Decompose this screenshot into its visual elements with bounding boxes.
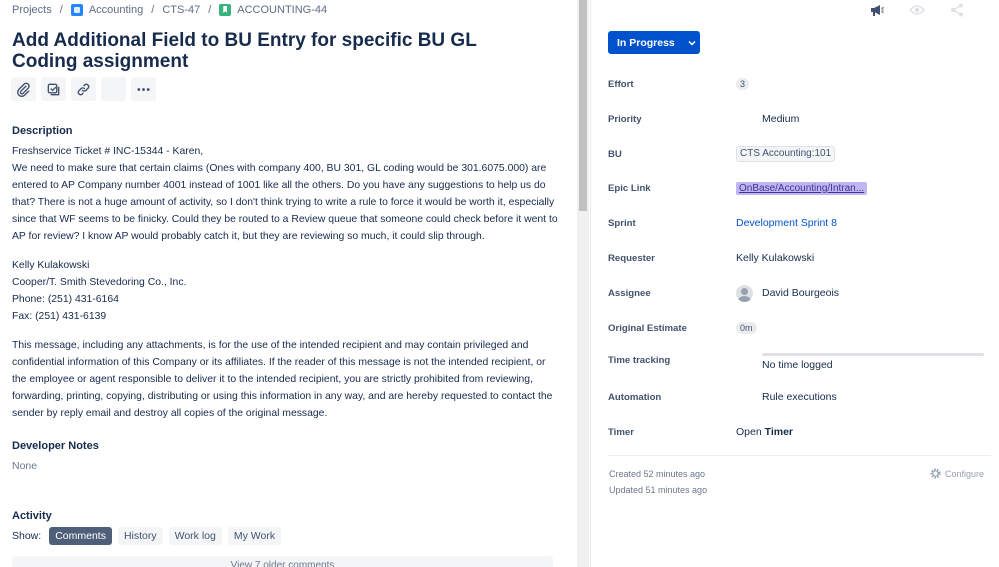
timer-prefix: Open (736, 426, 762, 438)
open-timer-link[interactable] (736, 426, 793, 438)
breadcrumb (12, 3, 327, 17)
signature-name: Kelly Kulakowski (12, 260, 90, 271)
field-value[interactable] (736, 146, 835, 162)
field-epic-link (608, 178, 988, 198)
breadcrumb-projects[interactable]: Projects (12, 4, 52, 16)
more-icon (136, 82, 151, 97)
field-label: BU (608, 148, 622, 160)
signature (12, 257, 562, 325)
field-value[interactable] (736, 78, 749, 90)
field-label: Original Estimate (608, 322, 687, 334)
feedback-megaphone-icon[interactable] (869, 2, 885, 18)
app-button[interactable] (101, 77, 126, 101)
field-assignee (608, 283, 988, 303)
created-timestamp: Created 52 minutes ago (609, 469, 706, 479)
configure-button[interactable] (929, 467, 984, 480)
signature-phone: Phone: (251) 431-6164 (12, 294, 119, 305)
configure-label: Configure (945, 468, 985, 479)
field-value (736, 182, 867, 195)
paperclip-icon (16, 82, 31, 97)
show-label: Show: (12, 530, 42, 542)
field-label: Effort (608, 78, 634, 90)
assignee-name: David Bourgeois (762, 287, 840, 299)
automation-rule-executions[interactable]: Rule executions (762, 391, 837, 403)
field-requester (608, 248, 988, 268)
issue-header-actions (869, 2, 965, 18)
scrollbar-thumb[interactable] (579, 0, 587, 211)
priority-value[interactable]: Medium (762, 113, 800, 125)
time-tracking-value[interactable] (762, 353, 984, 371)
activity-filter (12, 527, 281, 545)
tab-work-log[interactable]: Work log (169, 527, 222, 545)
field-label: Automation (608, 391, 662, 403)
story-icon (219, 4, 231, 16)
disclaimer: This message, including any attachments, is for the use of the intended recipient and may contain privileged and confidential information of this Company or its affiliates. If the reader of this message is not the intended recipient, or the employee or agent responsible to deliver it to the intended recipient, you are strictly prohibited from reviewing, forwarding, printing, copying, distributing or using this information in any way, and are hereby requested to contact the sender by reply email and destroy all copies of the original message. (12, 340, 553, 419)
watch-eye-icon[interactable] (909, 2, 925, 18)
epic-link[interactable]: OnBase/Accounting/Intran... (736, 182, 867, 195)
field-label: Priority (608, 113, 642, 125)
subtask-icon (46, 82, 61, 97)
developer-notes-heading: Developer Notes (12, 440, 99, 452)
breadcrumb-parent[interactable]: CTS-47 (162, 4, 201, 16)
field-effort (608, 74, 988, 94)
field-time-tracking (608, 350, 988, 370)
view-older-comments-button[interactable]: View 7 older comments (12, 556, 553, 567)
time-tracking-text: No time logged (762, 359, 833, 371)
field-original-estimate (608, 318, 988, 338)
description-heading: Description (12, 125, 73, 137)
developer-notes-value[interactable]: None (12, 460, 38, 472)
field-automation (608, 387, 988, 407)
status-dropdown-button[interactable] (608, 31, 700, 54)
divider (608, 455, 991, 456)
field-bu (608, 144, 988, 164)
link-icon (76, 82, 91, 97)
description-line: Freshservice Ticket # INC-15344 - Karen, (12, 146, 204, 157)
link-issue-button[interactable] (71, 77, 96, 101)
breadcrumb-issue-key[interactable]: ACCOUNTING-44 (237, 4, 328, 16)
chevron-down-icon (687, 38, 697, 48)
field-label: Sprint (608, 217, 636, 229)
issue-details-panel (590, 0, 999, 567)
gear-icon (929, 467, 942, 480)
description-body[interactable] (12, 143, 562, 434)
tab-history[interactable]: History (118, 527, 163, 545)
status-label: In Progress (617, 36, 675, 49)
avatar (736, 285, 753, 302)
tab-comments[interactable]: Comments (49, 527, 112, 545)
breadcrumb-separator: / (151, 4, 155, 16)
field-priority (608, 109, 988, 129)
field-label: Epic Link (608, 182, 651, 194)
field-label: Timer (608, 426, 634, 438)
bu-tag[interactable]: CTS Accounting:101 (736, 146, 835, 162)
more-actions-button[interactable] (131, 77, 156, 101)
signature-company: Cooper/T. Smith Stevedoring Co., Inc. (12, 277, 187, 288)
field-label: Requester (608, 252, 655, 264)
effort-lozenge[interactable]: 3 (736, 78, 749, 90)
assignee-value[interactable] (736, 285, 839, 302)
description-paragraph: We need to make sure that certain claims (Ones with company 400, BU 301, GL coding would be 301.6075.000) are entered to AP Company number 4001 instead of 1001 like all the others. Do you have any suggestions to help us do that? There is not a huge amount of activity, so I don't think trying to write a rule to force it would be worth it, especially since that WF seems to be finicky. Could they be routed to a Review queue that someone could check before it went to AP for review? I know AP would probably catch it, but they are reviewing so much, it could slip through. (12, 163, 558, 242)
updated-timestamp: Updated 51 minutes ago (609, 485, 708, 495)
signature-fax: Fax: (251) 431-6139 (12, 311, 107, 322)
attach-button[interactable] (11, 77, 36, 101)
tab-my-work[interactable]: My Work (228, 527, 281, 545)
field-timer (608, 422, 988, 442)
project-icon (71, 4, 83, 16)
breadcrumb-separator: / (208, 4, 212, 16)
sprint-link[interactable]: Development Sprint 8 (736, 217, 837, 229)
field-label: Time tracking (608, 354, 671, 366)
issue-title[interactable]: Add Additional Field to BU Entry for specific BU GL Coding assignment (12, 30, 477, 72)
breadcrumb-separator: / (59, 4, 63, 16)
estimate-lozenge[interactable]: 0m (736, 322, 757, 334)
field-label: Assignee (608, 287, 651, 299)
field-value[interactable] (736, 322, 757, 334)
field-sprint (608, 213, 988, 233)
activity-heading: Activity (12, 510, 52, 522)
breadcrumb-project[interactable]: Accounting (88, 4, 144, 16)
add-subtask-button[interactable] (41, 77, 66, 101)
issue-toolbar (11, 77, 156, 101)
requester-value[interactable]: Kelly Kulakowski (736, 252, 815, 264)
time-tracking-bar (762, 353, 984, 356)
share-icon[interactable] (949, 2, 965, 18)
timer-bold: Timer (764, 426, 794, 438)
